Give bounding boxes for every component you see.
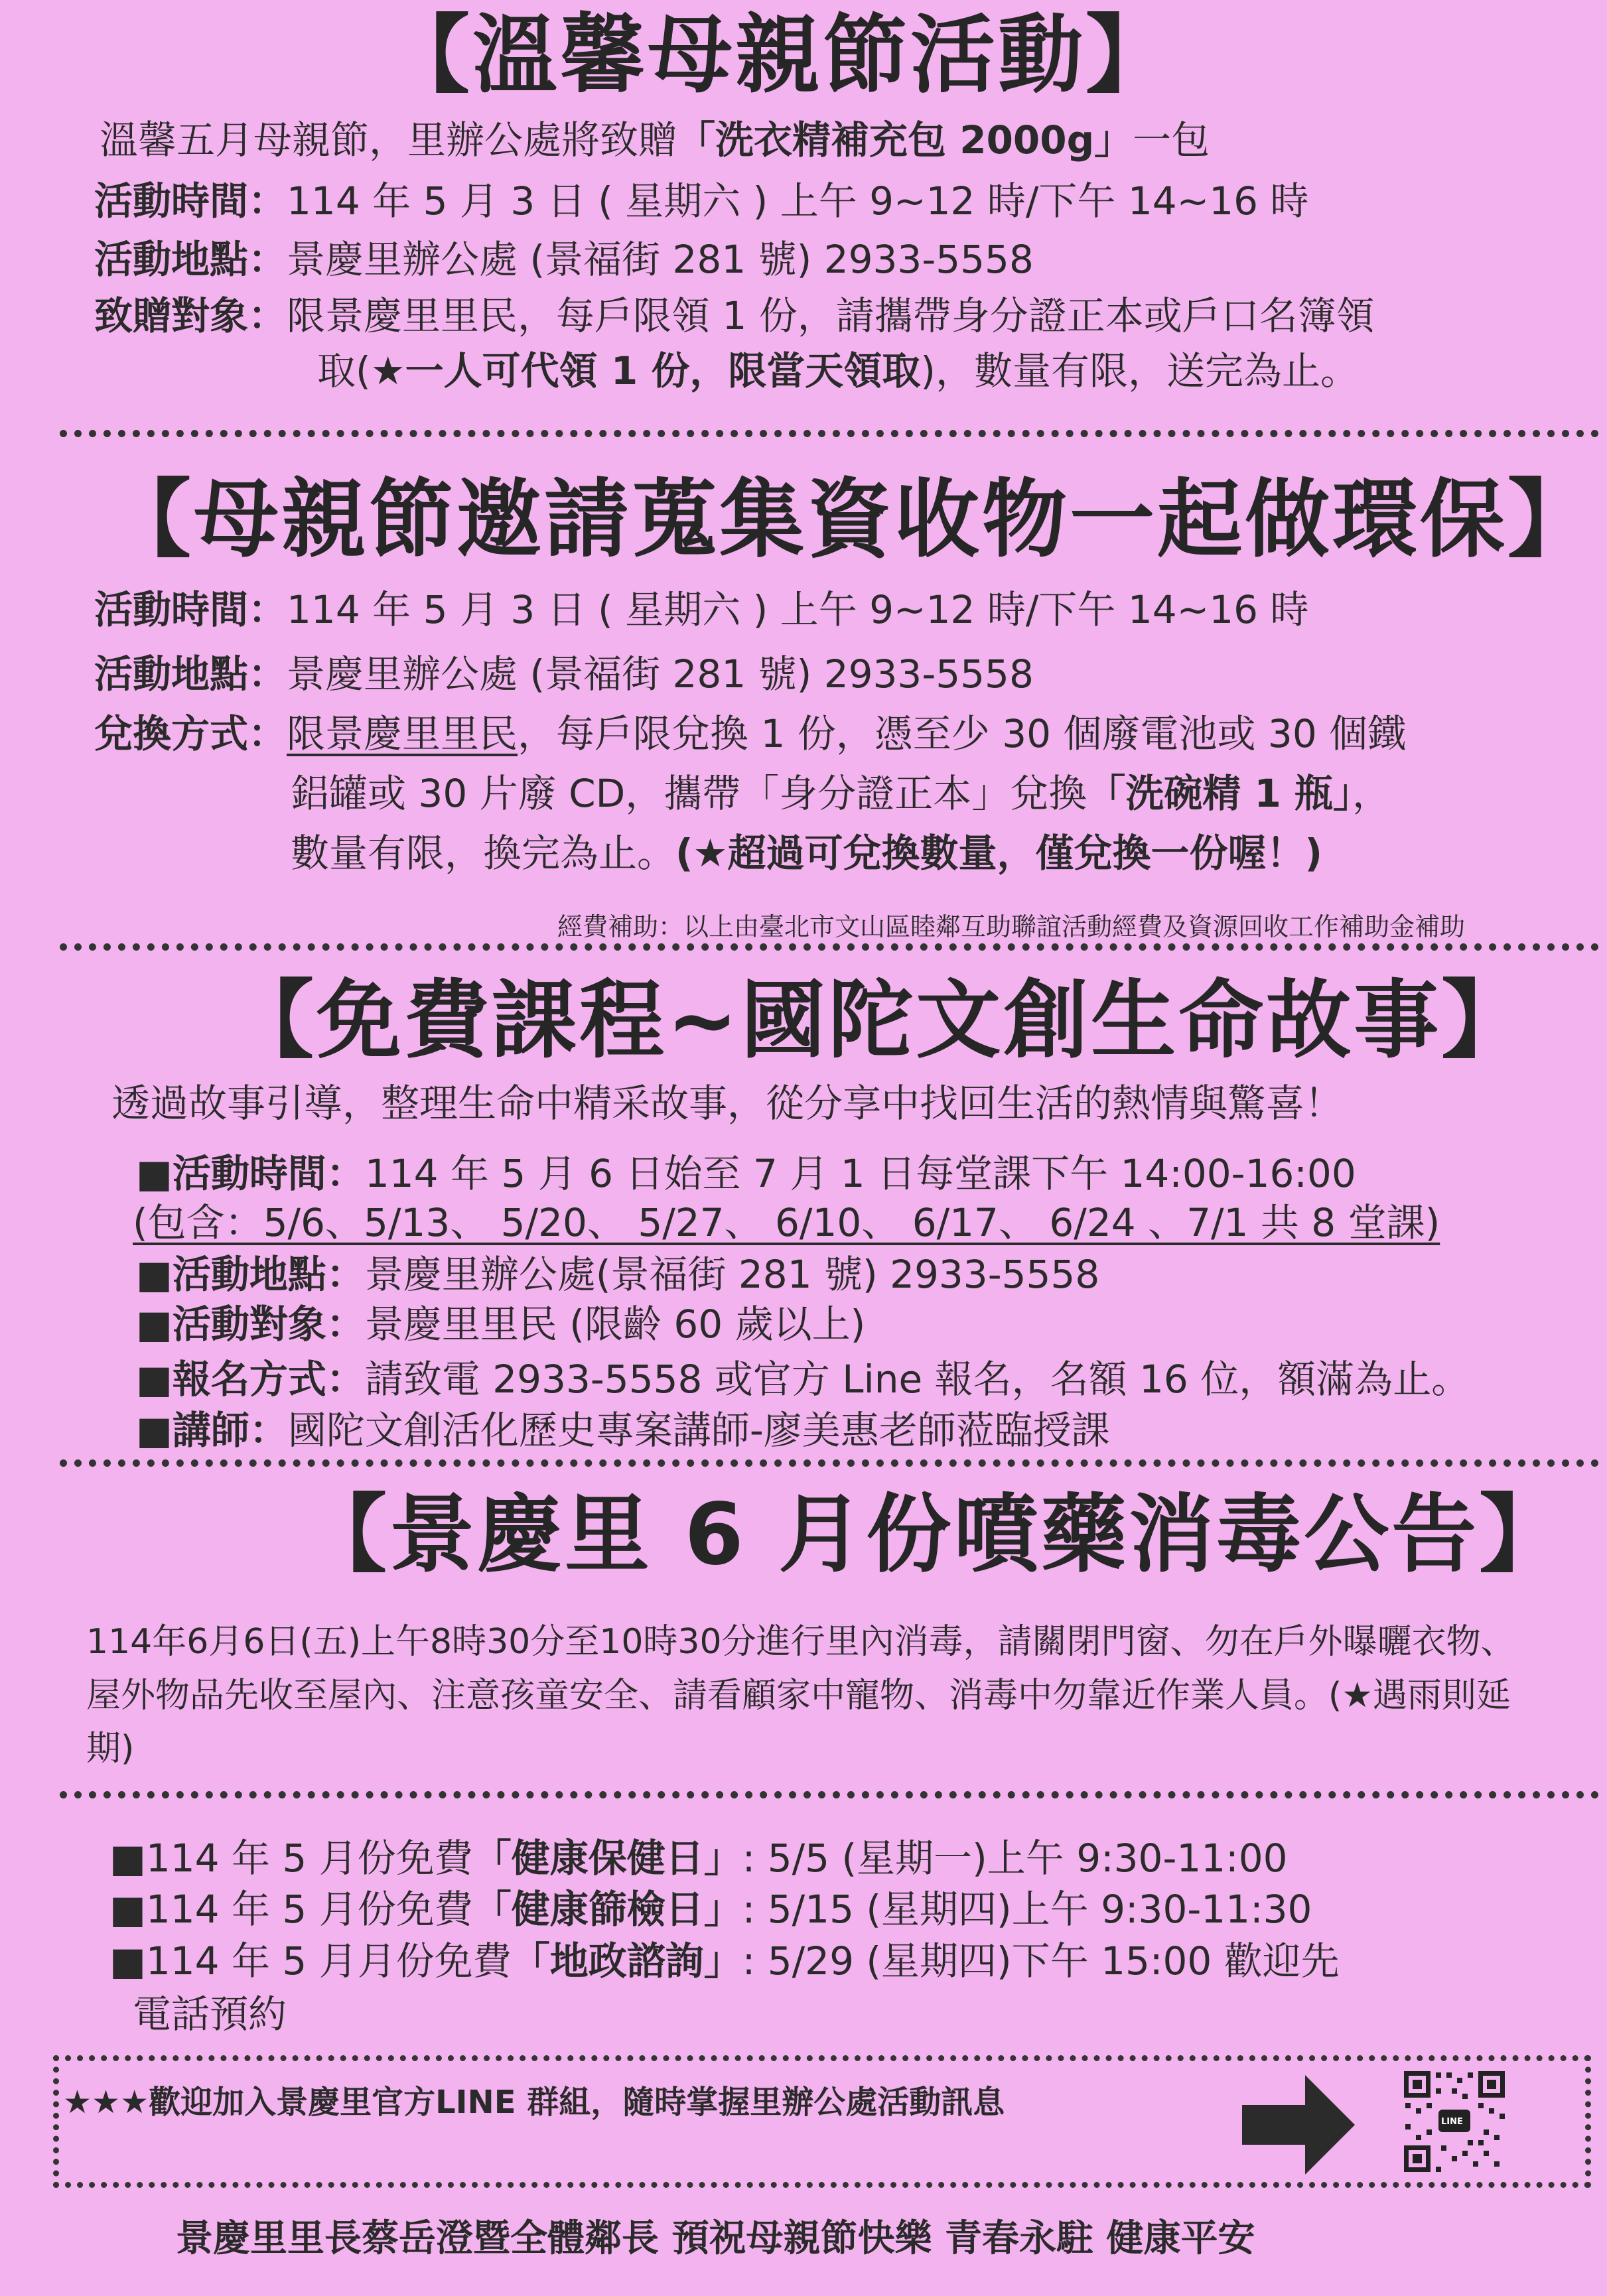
gift-name: 「洗衣精補充包 2000g」 — [677, 117, 1133, 163]
item-text: 114 年 5 月月份免費 — [145, 1938, 512, 1984]
time-label: 活動時間： — [172, 1151, 365, 1196]
exchange-line2-a: 鋁罐或 30 片廢 CD，攜帶「身分證正本」兌換 — [291, 771, 1087, 816]
bullet: ■ — [136, 1252, 173, 1297]
qr-line-label: LINE — [1441, 2117, 1463, 2127]
bullet: ■ — [136, 1302, 173, 1347]
intro-suffix: 一包 — [1133, 117, 1210, 163]
time-value: 114 年 5 月 6 日始至 7 月 1 日每堂課下午 14:00-16:00 — [364, 1151, 1356, 1196]
course-dates: (包含：5/6、5/13、 5/20、 5/27、 6/10、 6/17、 6/24 、7/1 共 8 堂課) — [133, 1200, 1440, 1245]
section1-time — [94, 180, 1309, 223]
divider — [60, 943, 1599, 951]
event-item-screening-day — [109, 1889, 1312, 1931]
signup-value: 請致電 2933-5558 或官方 Line 報名，名額 16 位，額滿為止。 — [364, 1357, 1470, 1402]
target-label: 活動對象： — [172, 1302, 365, 1347]
bullet: ■ — [109, 1938, 146, 1984]
bullet: ■ — [136, 1357, 173, 1402]
teacher-label: 講師： — [172, 1408, 288, 1453]
time-value: 114 年 5 月 3 日 ( 星期六 ) 上午 9~12 時/下午 14~16 時 — [287, 587, 1309, 632]
divider — [60, 1791, 1599, 1798]
target-note: ★一人可代領 1 份，限當天領取 — [370, 348, 921, 393]
section3-place — [136, 1254, 1099, 1296]
target-label: 致贈對象： — [94, 293, 287, 338]
intro-text: 溫馨五月母親節，里辦公處將致贈 — [100, 117, 677, 163]
section3-title: 【免費課程~國陀文創生命故事】 — [229, 971, 1529, 1070]
divider — [60, 1459, 1599, 1467]
place-value: 景慶里辦公處(景福街 281 號) 2933-5558 — [364, 1252, 1100, 1297]
item-time: : 5/29 (星期四)下午 15:00 歡迎先 — [742, 1938, 1340, 1984]
place-value: 景慶里辦公處 (景福街 281 號) 2933-5558 — [287, 237, 1034, 282]
section3-target — [136, 1304, 865, 1346]
signup-label: 報名方式： — [172, 1357, 365, 1402]
section2-exchange-line3 — [291, 833, 1322, 875]
exchange-rule: ，每戶限兌換 1 份，憑至少 30 個廢電池或 30 個鐵 — [518, 711, 1407, 756]
time-label: 活動時間： — [94, 178, 287, 224]
exchange-line3-a: 數量有限，換完為止。 — [291, 831, 676, 876]
item-text: 114 年 5 月份免費 — [145, 1887, 473, 1932]
target-line2-a: 取( — [317, 348, 371, 393]
event-item-land-consult — [109, 1940, 1340, 1983]
item-time: : 5/5 (星期一)上午 9:30-11:00 — [742, 1836, 1288, 1881]
target-line2-c: )，數量有限，送完為止。 — [920, 348, 1360, 393]
target-value: 景慶里里民 (限齡 60 歲以上) — [364, 1302, 866, 1347]
section2-exchange — [94, 713, 1406, 756]
time-value: 114 年 5 月 3 日 ( 星期六 ) 上午 9~12 時/下午 14~16 時 — [287, 178, 1309, 224]
section2-title: 【母親節邀請蒐集資收物一起做環保】 — [106, 470, 1596, 569]
target-line1: 限景慶里里民，每戶限領 1 份，請攜帶身分證正本或戶口名簿領 — [287, 293, 1375, 338]
section1-target — [94, 295, 1375, 338]
exchange-note: (★超過可兌換數量，僅兌換一份喔！) — [675, 831, 1323, 876]
funding-note: 經費補助：以上由臺北市文山區睦鄰互助聯誼活動經費及資源回收工作補助金補助 — [557, 912, 1466, 941]
section3-time — [136, 1153, 1356, 1195]
section1-place — [94, 239, 1034, 281]
section4-title: 【景慶里 6 月份噴藥消毒公告】 — [302, 1485, 1567, 1584]
event-item-health-day — [109, 1838, 1288, 1880]
item-name: 「健康篩檢日」 — [472, 1887, 742, 1932]
bullet: ■ — [109, 1887, 146, 1932]
item-time: : 5/15 (星期四)上午 9:30-11:30 — [742, 1887, 1312, 1932]
item-name: 「健康保健日」 — [472, 1836, 742, 1881]
place-label: 活動地點： — [94, 651, 287, 697]
exchange-gift: 「洗碗精 1 瓶」 — [1087, 771, 1353, 816]
item-name: 「地政諮詢」 — [511, 1938, 742, 1984]
bullet: ■ — [136, 1408, 173, 1453]
item-text: 114 年 5 月份免費 — [145, 1836, 473, 1881]
section3-intro: 透過故事引導，整理生命中精采故事，從分享中找回生活的熱情與驚喜！ — [111, 1081, 1344, 1126]
section3-signup — [136, 1359, 1470, 1401]
section3-teacher — [136, 1410, 1110, 1452]
section1-intro — [100, 119, 1210, 162]
line-group-text: ★★★歡迎加入景慶里官方LINE 群組，隨時掌握里辦公處活動訊息 — [63, 2084, 1005, 2121]
exchange-eligibility: 限景慶里里民 — [287, 711, 518, 756]
bullet: ■ — [109, 1836, 146, 1881]
bullet: ■ — [136, 1151, 173, 1196]
section2-time — [94, 589, 1309, 632]
place-label: 活動地點： — [94, 237, 287, 282]
arrow-right-icon — [1242, 2075, 1355, 2175]
place-label: 活動地點： — [172, 1252, 365, 1297]
exchange-label: 兌換方式： — [94, 711, 287, 756]
time-label: 活動時間： — [94, 587, 287, 632]
exchange-line2-c: ， — [1352, 771, 1391, 816]
event-item-land-consult-line2: 電話預約 — [133, 1992, 287, 2037]
divider — [60, 430, 1599, 437]
section2-place — [94, 653, 1034, 696]
section2-exchange-line2 — [291, 773, 1391, 815]
disinfection-notice: 114年6月6日(五)上午8時30分至10時30分進行里內消毒，請關閉門窗、勿在戶外曝曬衣物、屋外物品先收至屋內、注意孩童安全、請看顧家中寵物、消毒中勿靠近作業人員。(★遇雨則延期) — [86, 1622, 1515, 1769]
section1-target-line2 — [317, 350, 1359, 393]
footer-greeting: 景慶里里長蔡岳澄暨全體鄰長 預祝母親節快樂 青春永駐 健康平安 — [176, 2217, 1255, 2260]
teacher-value: 國陀文創活化歷史專案講師-廖美惠老師蒞臨授課 — [287, 1408, 1110, 1453]
section1-title: 【溫馨母親節活動】 — [385, 6, 1174, 105]
place-value: 景慶里辦公處 (景福街 281 號) 2933-5558 — [287, 651, 1034, 697]
